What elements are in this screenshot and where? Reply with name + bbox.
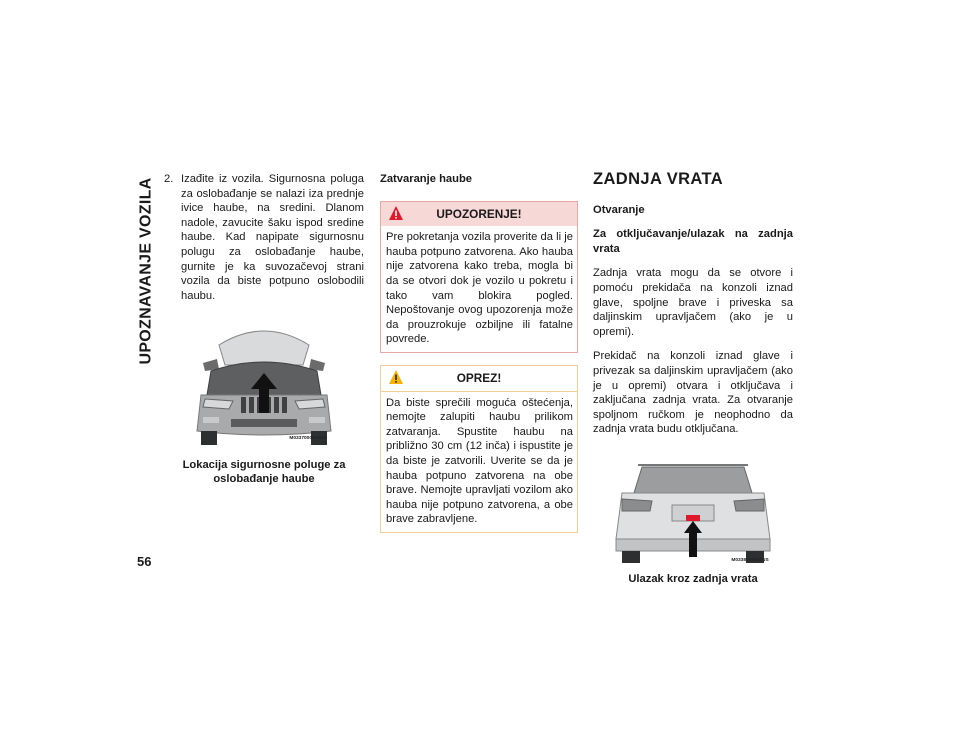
warning-header	[381, 202, 577, 227]
step-2	[164, 172, 364, 303]
opening-heading: Otvaranje	[593, 203, 645, 216]
hood-release-figure	[189, 315, 339, 455]
caution-box	[380, 365, 578, 533]
column-middle	[380, 172, 578, 533]
paragraph-handle: Prekidač na konzoli iznad glave i privezak sa daljinskim upravljačem (ako je u opremi) otvara i otključava i zaključana zadnja vrata. Za otvaranje spoljnom ručkom je neophodno da zadnja vrata budu otključana.	[593, 350, 793, 436]
figure-caption: Lokacija sigurnosne poluge za oslobađanje haube	[182, 459, 346, 485]
column-left	[164, 172, 364, 486]
warning-triangle-icon	[388, 205, 404, 225]
warning-title: UPOZORENJE!	[436, 206, 522, 221]
figure-code: M0337000024US	[289, 436, 327, 442]
section-title: ZADNJA VRATA	[593, 170, 724, 188]
caution-header	[381, 366, 577, 392]
chapter-side-tab	[137, 172, 157, 370]
warning-text: Pre pokretanja vozila proverite da li je hauba potpuno zatvorena. Ako hauba nije zatvorena kako treba, mogla bi da se otvori dok je vozilo u pokretu i tako vam blokira pogled. Nepoštovanje ovog upozorenja može da prouzrokuje ozbiljne ili fatalne povrede.	[386, 231, 573, 346]
step-text: Izađite iz vozila. Sigurnosna poluga za oslobađanje se nalazi iza prednje ivice haube, na sredini. Dlanom nadole, zavucite šaku ispod sredine haube. Kad napipate sigurnosnu polugu za oslobađanje haube, gurnite je ka suvozačevoj strani vozila da biste potpuno oslobodili haubu.	[181, 173, 364, 302]
warning-box	[380, 201, 578, 353]
figure-caption: Ulazak kroz zadnja vrata	[628, 572, 758, 585]
caution-triangle-icon	[388, 369, 404, 389]
paragraph-remote: Zadnja vrata mogu da se otvore i pomoću prekidača na konzoli iznad glave, spoljne brave i priveska sa daljinskim upravljačem (ako je u opremi).	[593, 267, 793, 338]
liftgate-figure	[608, 453, 778, 565]
caution-text: Da biste sprečili moguća oštećenja, nemojte zalupiti haubu prilikom zatvaranja. Spustite haubu na približno 30 cm (12 inča) i ispustite je da biste je zatvorili. Uverite se da je hauba potpuno zatvorena na obe brave. Nemojte upravljati vozilom ako hauba nije potpuno zatvorena, a obe brave zabravljene.	[386, 396, 573, 526]
figure-code: M0338000052US	[731, 557, 769, 563]
chapter-title: UPOZNAVANJE VOZILA	[138, 177, 156, 365]
page-number: 56	[137, 554, 152, 569]
unlock-heading: Za otključavanje/ulazak na zadnja vrata	[593, 228, 793, 255]
caution-title: OPREZ!	[456, 370, 502, 385]
column-right	[593, 172, 793, 586]
closing-heading: Zatvaranje haube	[380, 173, 473, 185]
step-number: 2.	[164, 173, 174, 185]
